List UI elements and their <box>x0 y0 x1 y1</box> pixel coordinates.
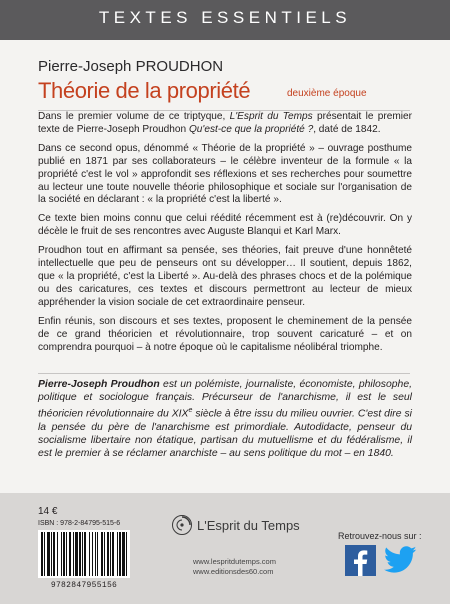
publisher-name: L'Esprit du Temps <box>197 517 300 533</box>
book-title: Théorie de la propriété <box>38 78 251 103</box>
facebook-icon[interactable] <box>345 545 376 576</box>
publisher-spiral-icon <box>171 514 193 536</box>
bio-author-name: Pierre-Joseph Proudhon <box>38 379 160 390</box>
publisher-name-italic: L'Esprit du Temps <box>229 111 313 122</box>
series-title: TEXTES ESSENTIELS <box>98 8 352 27</box>
book-subtitle: deuxième époque <box>287 88 367 99</box>
back-cover-text <box>38 111 412 360</box>
publisher-websites <box>193 557 276 577</box>
paragraph-5: Enfin réunis, son discours et ses textes, proposent le cheminement de la pensée de ce grand théoricien et révolutionnaire, trop souvent caricaturé – et on comprendra pourquoi – à notre époque où le capitalisme néolibéral triomphe. <box>38 315 412 353</box>
author-biography: Pierre-Joseph Proudhon est un polémiste, journaliste, économiste, philosophe, politique et sociologue français. Précurseur de l'anarchisme, il est le seul théoricien révolutionnaire du XIXe siècle à être issu du milieu ouvrier. C'est dire si la pensée du père de l'anarchisme est primordiale. Autodidacte, penseur du socialisme libertaire non étatique, partisan du mutuellisme et du fédéralisme, il est le premier à se réclamer anarchiste – au sens politique du mot – en 1840. <box>38 379 412 459</box>
barcode-number: 9782847955156 <box>50 581 118 590</box>
paragraph-1: Dans le premier volume de ce triptyque, L'Esprit du Temps présentait le premier texte de Pierre-Joseph Proudhon Qu'est-ce que la propriété ?, daté de 1842. <box>38 111 412 135</box>
website-link-2[interactable]: www.editionsdes60.com <box>193 567 274 576</box>
bio-divider <box>38 373 410 374</box>
paragraph-3: Ce texte bien moins connu que celui réédité récemment est à (re)découvrir. On y décèle le fruit de ses rencontres avec Auguste Blanqui et Karl Marx. <box>38 213 412 238</box>
publisher-logo <box>171 514 300 536</box>
website-link-1[interactable]: www.lespritdutemps.com <box>193 557 276 566</box>
paragraph-2: Dans ce second opus, dénommé « Théorie de la propriété » – ouvrage posthume publié en 1871 par ses collaborateurs – le célèbre inventeur de la formule « la propriété c'est le vol » approfondit ses réflexions et ses recherches pour soumettre au lecteur une toute nouvelle théorie philosophique et sociale sur l'organisation de la société en déclarant : « la propriété c'est la liberté ». <box>38 142 412 206</box>
book-author <box>38 58 223 75</box>
author-last-name: PROUDHON <box>135 58 224 75</box>
twitter-bird-icon[interactable] <box>384 545 417 576</box>
price: 14 € <box>38 506 58 517</box>
social-caption: Retrouvez-nous sur : <box>338 531 422 541</box>
author-first-name: Pierre-Joseph <box>38 58 132 75</box>
paragraph-4: Proudhon tout en affirmant sa pensée, ses théories, fait preuve d'une honnêteté intellectuelle que peu de penseurs ont su développer… Il soutient, depuis 1862, que « la propriété, c'est la Liberté ». Au-delà des phrases chocs et de la polémique ou des caricatures, ces textes et discours permettront au lecteur de mieux appréhender la vision sociale de cet extraordinaire penseur. <box>38 245 412 308</box>
work-title-italic: Qu'est-ce que la propriété ? <box>188 123 314 135</box>
barcode <box>38 530 130 578</box>
series-banner <box>0 0 450 40</box>
isbn: ISBN : 978-2-84795-515-6 <box>38 520 121 527</box>
